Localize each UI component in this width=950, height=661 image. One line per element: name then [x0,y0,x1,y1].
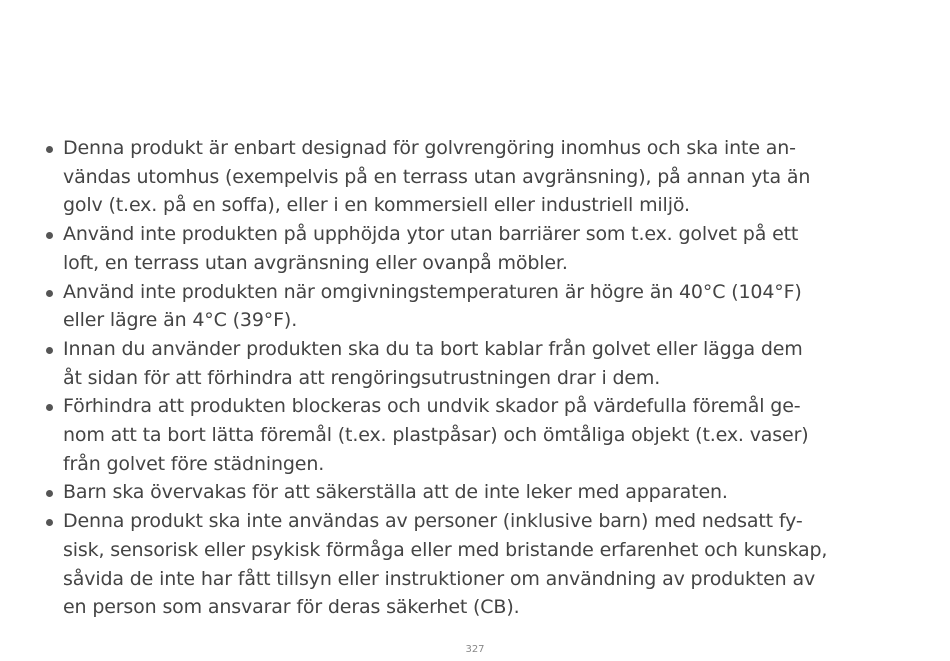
text-line: golv (t.ex. på en soffa), eller i en kommersiell eller industriell miljö. [63,194,690,217]
text-line: loft, en terrass utan avgränsning eller ovanpå möbler. [63,251,568,274]
list-item [46,220,926,277]
text-line: nom att ta bort lätta föremål (t.ex. plastpåsar) och ömtåliga objekt (t.ex. vaser) [63,424,809,447]
list-item [46,507,926,622]
bullet-icon [46,519,53,526]
list-item [46,392,926,478]
text-line: Innan du använder produkten ska du ta bort kablar från golvet eller lägga dem [63,337,803,360]
text-line: åt sidan för att förhindra att rengöringsutrustningen drar i dem. [63,366,661,389]
list-item [46,335,926,392]
list-item [46,278,926,335]
list-item [46,478,926,507]
text-line: från golvet före städningen. [63,452,325,475]
text-line: Använd inte produkten på upphöjda ytor utan barriärer som t.ex. golvet på ett [63,223,799,246]
text-line: Denna produkt är enbart designad för golvrengöring inomhus och ska inte an- [63,137,796,159]
bullet-icon [46,232,53,239]
text-line: Denna produkt ska inte användas av personer (inklusive barn) med nedsatt fy- [63,510,803,533]
text-line: Barn ska övervakas för att säkerställa att de inte leker med apparaten. [63,481,728,504]
text-line: vändas utomhus (exempelvis på en terrass utan avgränsning), på annan yta än [63,165,811,188]
safety-instructions-list [46,134,926,622]
text-line: Använd inte produkten när omgivningstemperaturen är högre än 40°C (104°F) [63,280,802,303]
text-line: Förhindra att produkten blockeras och undvik skador på värdefulla föremål ge- [63,395,801,418]
list-item [46,134,926,220]
bullet-icon [46,347,53,354]
page-number: 327 [465,644,485,655]
text-line: en person som ansvarar för deras säkerhet (CB). [63,596,520,619]
text-line: såvida de inte har fått tillsyn eller instruktioner om användning av produkten av [63,567,816,590]
bullet-icon [46,146,53,153]
bullet-icon [46,490,53,497]
text-line: eller lägre än 4°C (39°F). [63,309,298,332]
bullet-icon [46,290,53,297]
bullet-icon [46,404,53,411]
text-line: sisk, sensorisk eller psykisk förmåga eller med bristande erfarenhet och kunskap, [63,538,828,561]
